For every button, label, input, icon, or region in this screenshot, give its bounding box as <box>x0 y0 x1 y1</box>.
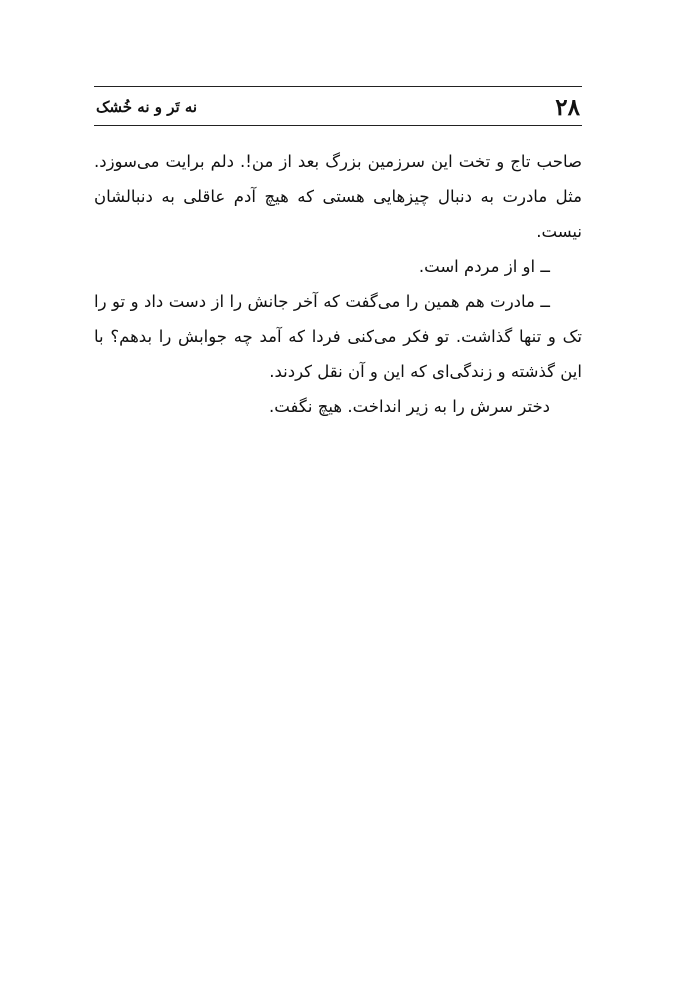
page-number: ۲۸ <box>555 94 580 121</box>
header-top-rule <box>94 86 582 87</box>
paragraph: صاحب تاج و تخت این سرزمین بزرگ بعد از من!. دلم برایت می‌سوزد. مثل مادرت به دنبال چیزهایی هستی که هیچ آدم عاقلی به دنبالشان نیست. <box>94 152 582 241</box>
paragraph: ــ مادرت هم همین را می‌گفت که آخر جانش را از دست داد و تو را تک و تنها گذاشت. تو فکر می‌کنی فردا که آمد چه جوابش را بدهم؟ با این گذشته و زندگی‌ای که این و آن نقل کردند. <box>94 292 582 381</box>
paragraph: ــ او از مردم است. <box>418 257 550 276</box>
body-text <box>94 144 582 424</box>
running-title: نه تَر و نه خُشک <box>96 98 198 116</box>
header-bottom-rule <box>94 125 582 126</box>
paragraph: دختر سرش را به زیر انداخت. هیچ نگفت. <box>269 397 550 416</box>
running-header <box>94 86 582 130</box>
